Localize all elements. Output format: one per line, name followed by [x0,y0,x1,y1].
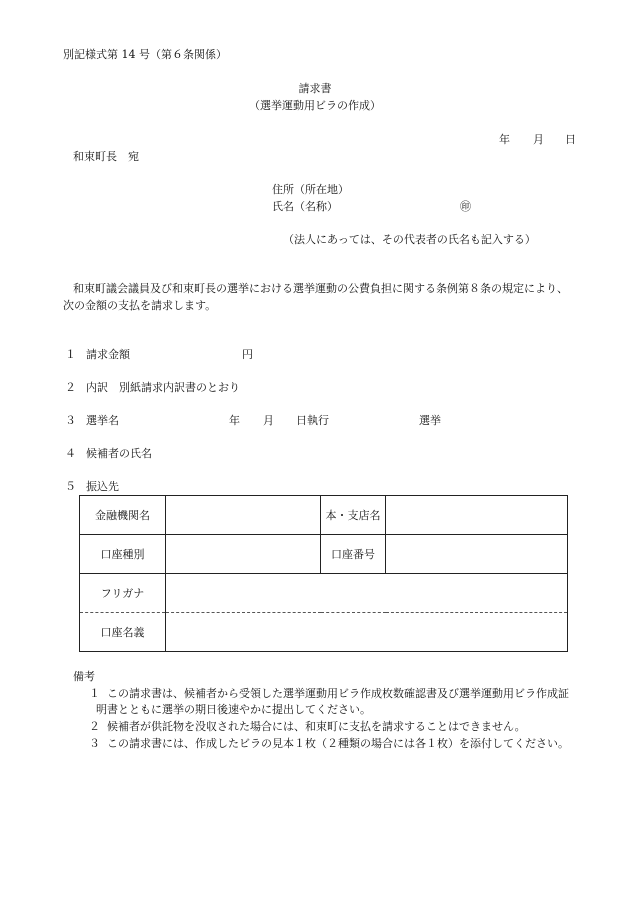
date-day-label: 日 [565,133,576,146]
table-row [80,496,568,535]
date-year-label: 年 [499,133,510,146]
page-title: 請求書 [298,82,332,95]
address-label: 住所（所在地） [272,183,349,196]
table-row [80,535,568,574]
furigana-field[interactable] [166,574,568,613]
item-3-day: 日執行 [296,414,329,427]
table-row [80,613,568,652]
item-3-month: 月 [263,414,274,427]
remark-2-number: ２ [89,720,100,733]
item-2-label: 内訳 別紙請求内訳書のとおり [86,381,240,394]
account-holder-label: 口座名義 [80,613,166,652]
item-1-number: １ [65,348,76,361]
remark-1-line1: この請求書は、候補者から受領した選挙運動用ビラ作成枚数確認書及び選挙運動用ビラ作成証 [107,687,569,700]
item-5-number: ５ [65,480,76,493]
item-1-unit: 円 [242,348,253,361]
remark-3-number: ３ [89,737,100,750]
account-number-field[interactable] [386,535,568,574]
remark-3-text: この請求書には、作成したビラの見本１枚（２種類の場合には各１枚）を添付してください。 [107,737,569,750]
item-3-label: 選挙名 [86,414,119,427]
name-label: 氏名（名称） [272,200,338,213]
branch-field[interactable] [386,496,568,535]
request-text-line1: 和束町議会議員及び和束町長の選挙における選挙運動の公費負担に関する条例第８条の規定により、 [73,282,568,295]
representative-note: （法人にあっては、その代表者の氏名も記入する） [283,233,536,246]
addressee: 和束町長 宛 [73,150,139,163]
date-month-label: 月 [533,133,544,146]
furigana-label: フリガナ [80,574,166,613]
branch-label: 本・支店名 [321,496,386,535]
item-2-number: ２ [65,381,76,394]
form-reference: 別記様式第 14 号（第６条関係） [63,48,227,61]
item-3-election: 選挙 [419,414,441,427]
remark-1-line2: 明書とともに選挙の期日後速やかに提出してください。 [96,703,371,716]
item-4-label: 候補者の氏名 [86,447,152,460]
table-row [80,574,568,613]
institution-label: 金融機関名 [80,496,166,535]
account-type-field[interactable] [166,535,321,574]
bank-transfer-table [79,495,568,652]
page-subtitle: （選挙運動用ビラの作成） [249,99,381,112]
account-number-label: 口座番号 [321,535,386,574]
item-1-label: 請求金額 [86,348,130,361]
remark-1-number: １ [89,687,100,700]
account-type-label: 口座種別 [80,535,166,574]
item-4-number: ４ [65,447,76,460]
account-holder-field[interactable] [166,613,568,652]
seal-mark: ㊞ [460,200,471,213]
item-3-year: 年 [229,414,240,427]
remarks-heading: 備考 [73,670,95,683]
institution-field[interactable] [166,496,321,535]
request-text-line2: 次の金額の支払を請求します。 [63,299,217,312]
item-3-number: ３ [65,414,76,427]
remark-2-text: 候補者が供託物を没収された場合には、和束町に支払を請求することはできません。 [107,720,526,733]
item-5-label: 振込先 [86,480,119,493]
